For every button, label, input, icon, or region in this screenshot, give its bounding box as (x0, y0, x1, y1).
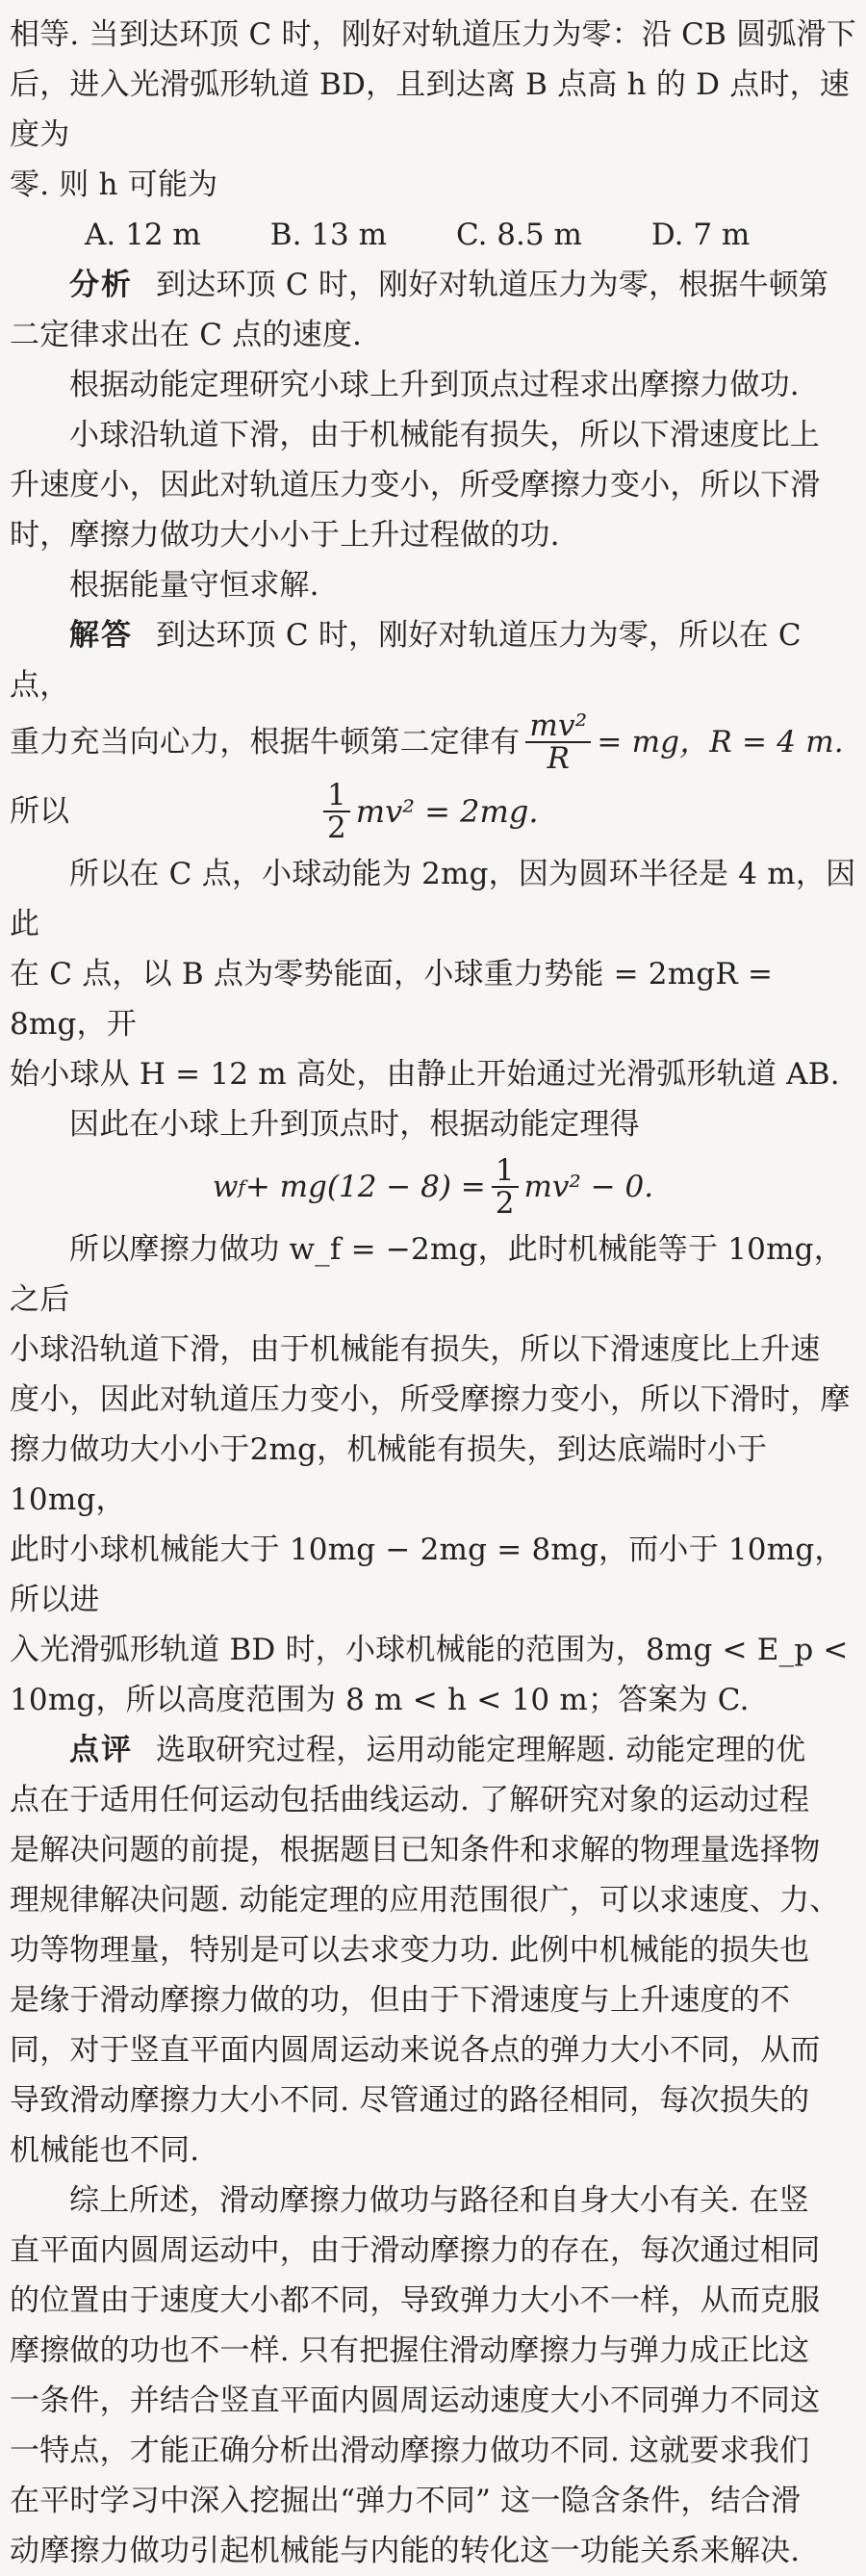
intro-line-3: 零. 则 h 可能为 (10, 167, 218, 202)
solution-line-5: 在 C 点，以 B 点为零势能面，小球重力势能 = 2mgR = 8mg，开 (10, 957, 774, 1042)
equation-1-numerator: 1 (323, 780, 350, 812)
equation-1-rest: mv² = 2mg. (355, 793, 539, 830)
equation-2-left: w (212, 1170, 239, 1204)
equation-1-denominator: 2 (327, 811, 346, 845)
equation-2-rest: mv² − 0. (523, 1170, 654, 1204)
analysis-line-2: 二定律求出在 C 点的速度. (10, 318, 363, 352)
analysis-text-1a: 到达环顶 C 时，刚好对轨道压力为零，根据牛顿第 (156, 268, 829, 302)
solution-text-1a: 到达环顶 C 时，刚好对轨道压力为零，所以在 C 点， (10, 618, 802, 703)
newton-fraction-denominator: R (547, 741, 571, 776)
comment-line-6: 是缘于滑动摩擦力做的功，但由于下滑速度与上升速度的不 (10, 1983, 791, 2018)
comment-line-8: 导致滑动摩擦力大小不同. 尽管通过的路径相同，每次损失的 (10, 2083, 810, 2118)
equation-2-denominator: 2 (495, 1186, 515, 1221)
solution-line-8: 所以摩擦力做功 w_f = −2mg，此时机械能等于 10mg，之后 (10, 1232, 844, 1317)
solution-line-14: 10mg，所以高度范围为 8 m < h < 10 m；答案为 C. (10, 1683, 750, 1717)
equation-2-fraction (492, 1155, 519, 1219)
analysis-line-6: 时，摩擦力做功大小小于上升过程做的功. (10, 518, 560, 553)
solution-line-11: 擦力做功大小小于2mg，机械能有损失，到达底端时小于10mg， (10, 1432, 768, 1517)
analysis-line-7: 根据能量守恒求解. (69, 568, 319, 603)
solution-line-10: 度小，因此对轨道压力变小，所受摩擦力变小，所以下滑时，摩 (10, 1382, 851, 1417)
comment-line-1 (10, 1725, 856, 1775)
newton-fraction (525, 710, 591, 774)
summary-line-1: 综上所述，滑动摩擦力做功与路径和自身大小有关. 在竖 (69, 2183, 809, 2218)
equation-2 (10, 1151, 856, 1223)
summary-line-4: 摩擦做的功也不一样. 只有把握住滑动摩擦力与弹力成正比这 (10, 2333, 810, 2368)
equation-2-numerator: 1 (492, 1155, 519, 1188)
newton-fraction-numerator: mv² (525, 710, 591, 743)
solution-line-9: 小球沿轨道下滑，由于机械能有损失，所以下滑速度比上升速 (10, 1332, 821, 1367)
summary-line-3: 的位置由于速度大小都不同，导致弹力大小不一样，从而克服 (10, 2283, 821, 2318)
equation-2-subscript: f (238, 1175, 245, 1198)
summary-line-7: 在平时学习中深入挖掘出“弹力不同” 这一隐含条件，结合滑 (10, 2484, 802, 2518)
intro-line-1: 相等. 当到达环顶 C 时，刚好对轨道压力为零：沿 CB 圆弧滑下 (10, 17, 856, 52)
option-b: B. 13 m (269, 218, 387, 252)
solution-line-2 (10, 710, 856, 774)
comment-line-2: 点在于适用任何运动包括曲线运动. 了解研究对象的运动过程 (10, 1783, 810, 1817)
solution-line-12: 此时小球机械能大于 10mg − 2mg = 8mg，而小于 10mg，所以进 (10, 1533, 845, 1617)
solution-line-4: 所以在 C 点，小球动能为 2mg，因为圆环半径是 4 m，因此 (10, 857, 856, 941)
solution-text-1b-post: = mg，R = 4 m. (597, 725, 844, 760)
summary-line-5: 一条件，并结合竖直平面内圆周运动速度大小不同弹力不同这 (10, 2383, 821, 2418)
option-a: A. 12 m (85, 218, 201, 252)
comment-line-4: 理规律解决问题. 动能定理的应用范围很广，可以求速度、力、 (10, 1883, 840, 1918)
summary-line-6: 一特点，才能正确分析出滑动摩擦力做功不同. 这就要求我们 (10, 2434, 810, 2468)
analysis-label: 分析 (69, 268, 133, 302)
comment-label: 点评 (69, 1733, 133, 1767)
comment-line-3: 是解决问题的前提，根据题目已知条件和求解的物理量选择物 (10, 1833, 821, 1868)
solution-line-6: 始小球从 H = 12 m 高处，由静止开始通过光滑弧形轨道 AB. (10, 1057, 840, 1092)
solution-text-1b-pre: 重力充当向心力，根据牛顿第二定律有 (10, 725, 521, 760)
solution-line-13: 入光滑弧形轨道 BD 时，小球机械能的范围为，8mg < E_p < (10, 1633, 849, 1667)
summary-line-8: 动摩擦力做功引起机械能与内能的转化这一功能关系来解决. (10, 2534, 801, 2568)
answer-options (10, 210, 856, 260)
analysis-line-4: 小球沿轨道下滑，由于机械能有损失，所以下滑速度比上 (69, 418, 820, 452)
equation-2-middle: + mg(12 − 8) = (244, 1170, 486, 1204)
solution-line-1 (10, 610, 856, 710)
comment-line-5: 功等物理量，特别是可以去求变力功. 此例中机械能的损失也 (10, 1933, 810, 1968)
equation-1-fraction (323, 780, 350, 843)
analysis-line-5: 升速度小，因此对轨道压力变小，所受摩擦力变小，所以下滑 (10, 468, 821, 502)
option-c: C. 8.5 m (455, 218, 582, 252)
analysis-line-3: 根据动能定理研究小球上升到顶点过程求出摩擦力做功. (69, 368, 800, 402)
option-d: D. 7 m (650, 218, 751, 252)
solution-label: 解答 (69, 618, 133, 653)
comment-text-1a: 选取研究过程，运用动能定理解题. 动能定理的优 (156, 1733, 806, 1767)
equation-1-left: 所以 (10, 794, 69, 829)
solution-line-7: 因此在小球上升到顶点时，根据动能定理得 (69, 1107, 640, 1142)
intro-line-2: 后，进入光滑弧形轨道 BD，且到达离 B 点高 h 的 D 点时，速度为 (10, 67, 851, 152)
analysis-line-1 (10, 260, 856, 310)
comment-line-7: 同，对于竖直平面内圆周运动来说各点的弹力大小不同，从而 (10, 2033, 821, 2068)
equation-1 (10, 776, 856, 847)
summary-line-2: 直平面内圆周运动中，由于滑动摩擦力的存在，每次通过相同 (10, 2233, 821, 2268)
comment-line-9: 机械能也不同. (10, 2133, 200, 2168)
